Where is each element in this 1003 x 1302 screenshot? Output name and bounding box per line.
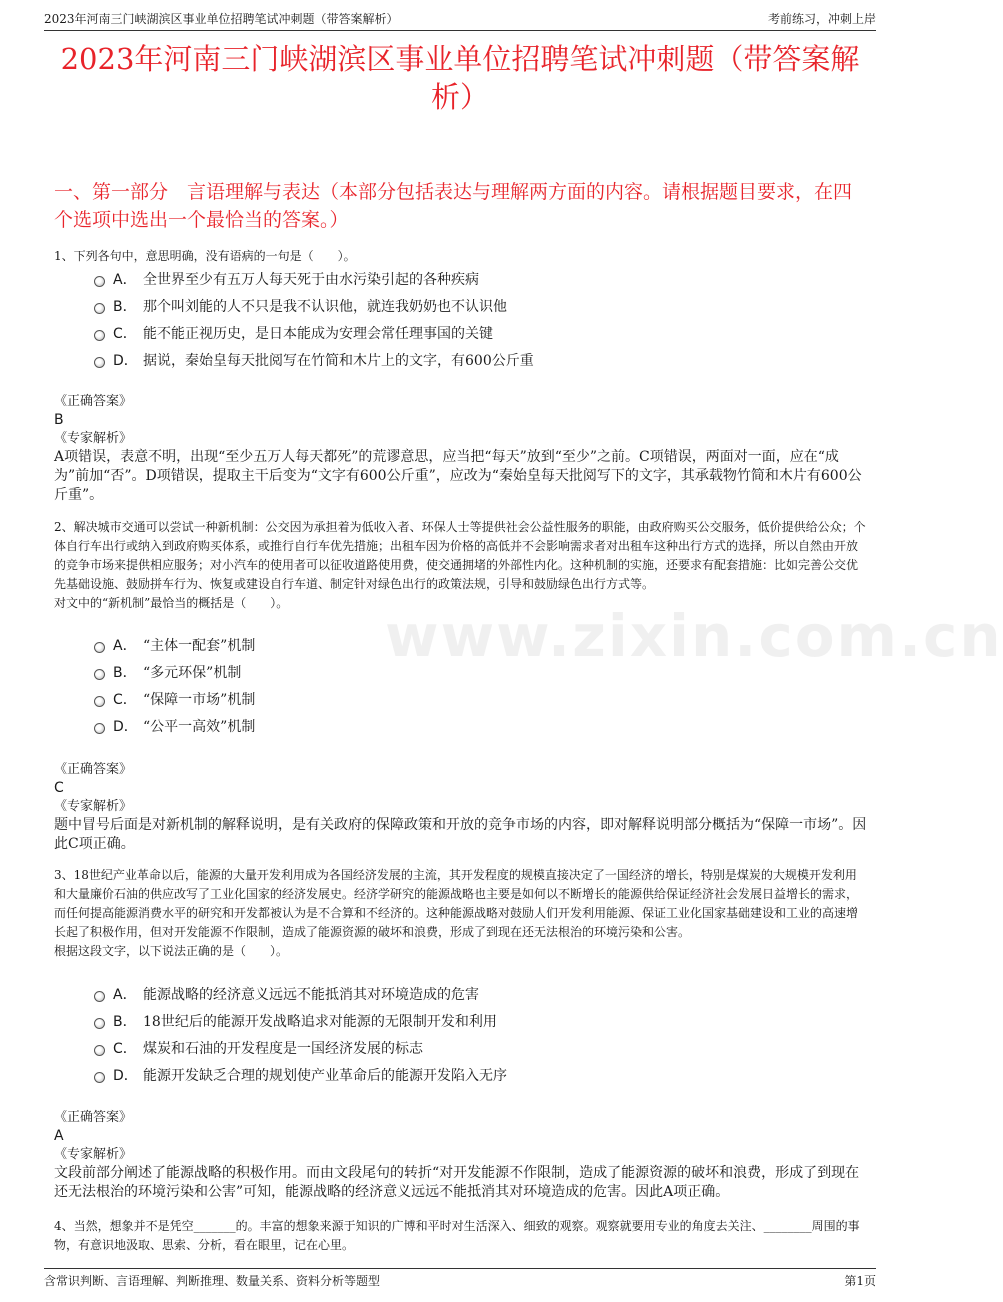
analysis-label: 《专家解析》 bbox=[54, 799, 133, 814]
question-prompt: 对文中的“新机制”最恰当的概括是（ ）。 bbox=[54, 596, 289, 610]
answer-label: 《正确答案》 bbox=[54, 394, 133, 409]
answer-value: A bbox=[54, 1128, 64, 1144]
radio-icon[interactable] bbox=[94, 669, 105, 680]
radio-icon[interactable] bbox=[94, 330, 105, 341]
radio-icon[interactable] bbox=[94, 1018, 105, 1029]
page-number: 第1页 bbox=[844, 1274, 876, 1288]
radio-icon[interactable] bbox=[94, 1045, 105, 1056]
question-2-option-a[interactable]: A． “主体一配套”机制 bbox=[94, 636, 255, 656]
question-3-option-b[interactable]: B． 18世纪后的能源开发战略追求对能源的无限制开发和利用 bbox=[94, 1012, 497, 1032]
option-text: “保障一市场”机制 bbox=[143, 692, 256, 708]
question-3-stem-block bbox=[54, 866, 868, 961]
answer-value: C bbox=[54, 780, 64, 796]
question-stem: 2、解决城市交通可以尝试一种新机制：公交因为承担着为低收入者、环保人士等提供社会公益性服务的职能，由政府购买公交服务，低价提供给公众；个体自行车出行或纳入到政府购买体系，或推行自行车优先措施；出租车因为价格的高低并不会影响需求者对出租车这种出行方式的选择，所以自然由开放的竞争市场来提供相应服务；对小汽车的使用者可以征收道路使用费，使交通拥堵的外部性内化。这种机制的实施，还要求有配套措施：比如完善公交优先基础设施、鼓励拼车行为、恢复或建设自行车道、制定针对绿色出行的政策法规，引导和鼓励绿色出行方式等。 bbox=[54, 520, 866, 591]
question-3-option-c[interactable]: C． 煤炭和石油的开发程度是一国经济发展的标志 bbox=[94, 1039, 423, 1059]
radio-icon[interactable] bbox=[94, 723, 105, 734]
question-stem: 3、18世纪产业革命以后，能源的大量开发利用成为各国经济发展的主流，其开发程度的规模直接决定了一国经济的增长，特别是煤炭的大规模开发利用和大量廉价石油的供应改写了工业化国家的经济发展史。经济学研究的能源战略也主要是如何以不断增长的能源供给保证经济社会发展日益增长的需求，而任何提高能源消费水平的研究和开发都被认为是不合算和不经济的。这种能源战略对鼓励人们开发利用能源、保证工业化国家基础建设和工业的高速增长起了积极作用，但对开发能源不作限制，造成了能源资源的破坏和浪费，形成了到现在还无法根治的环境污染和公害。 bbox=[54, 868, 859, 939]
option-text: 能源战略的经济意义远远不能抵消其对环境造成的危害 bbox=[143, 987, 479, 1003]
question-3-answer-block bbox=[54, 1108, 868, 1202]
question-stem: 1、下列各句中，意思明确，没有语病的一句是（ ）。 bbox=[54, 249, 356, 263]
option-text: “主体一配套”机制 bbox=[143, 638, 256, 654]
radio-icon[interactable] bbox=[94, 276, 105, 287]
question-1-answer-block bbox=[54, 392, 868, 505]
radio-icon[interactable] bbox=[94, 1072, 105, 1083]
radio-icon[interactable] bbox=[94, 642, 105, 653]
question-2-option-d[interactable]: D． “公平一高效”机制 bbox=[94, 717, 255, 737]
section-heading: 一、第一部分 言语理解与表达（本部分包括表达与理解两方面的内容。请根据题目要求，在四个选项中选出一个最恰当的答案。） bbox=[54, 181, 853, 231]
option-text: 据说，秦始皇每天批阅写在竹简和木片上的文字，有600公斤重 bbox=[143, 353, 534, 369]
answer-value: B bbox=[54, 412, 64, 428]
analysis-text: A项错误，表意不明，出现“至少五万人每天都死”的荒谬意思，应当把“每天”放到“至少”之前。C项错误，两面对一面，应在“成为”前加“否”。D项错误，提取主干后变为“文字有600公斤重”，应改为“秦始皇每天批阅写下的文字，其承载物竹简和木片有600公斤重”。 bbox=[54, 449, 862, 503]
question-2-option-c[interactable]: C． “保障一市场”机制 bbox=[94, 690, 255, 710]
footer-question-types: 含常识判断、言语理解、判断推理、数量关系、资料分析等题型 bbox=[44, 1274, 381, 1288]
option-text: 能不能正视历史，是日本能成为安理会常任理事国的关键 bbox=[143, 326, 493, 342]
page-title: 2023年河南三门峡湖滨区事业单位招聘笔试冲刺题（带答案解析） bbox=[60, 42, 860, 114]
question-2-option-b[interactable]: B． “多元环保”机制 bbox=[94, 663, 241, 683]
option-text: 能源开发缺乏合理的规划使产业革命后的能源开发陷入无序 bbox=[143, 1068, 507, 1084]
radio-icon[interactable] bbox=[94, 696, 105, 707]
option-text: 18世纪后的能源开发战略追求对能源的无限制开发和利用 bbox=[143, 1014, 497, 1030]
page-header bbox=[44, 10, 876, 31]
question-3-option-d[interactable]: D． 能源开发缺乏合理的规划使产业革命后的能源开发陷入无序 bbox=[94, 1066, 507, 1086]
option-text: 煤炭和石油的开发程度是一国经济发展的标志 bbox=[143, 1041, 423, 1057]
header-slogan: 考前练习，冲刺上岸 bbox=[767, 12, 876, 26]
analysis-label: 《专家解析》 bbox=[54, 431, 133, 446]
question-1-option-c[interactable]: C． 能不能正视历史，是日本能成为安理会常任理事国的关键 bbox=[94, 324, 493, 344]
question-2-answer-block bbox=[54, 760, 868, 854]
question-stem: 4、当然，想象并不是凭空_______的。丰富的想象来源于知识的广博和平时对生活深入、细致的观察。观察就要用专业的角度去关注、________周围的事物，有意识地汲取、思索、分析，看在眼里，记在心里。 bbox=[54, 1219, 860, 1252]
question-1-option-a[interactable]: A． 全世界至少有五万人每天死于由水污染引起的各种疾病 bbox=[94, 270, 479, 290]
question-prompt: 根据这段文字，以下说法正确的是（ ）。 bbox=[54, 944, 289, 958]
question-4-stem-block bbox=[54, 1217, 868, 1255]
question-3-option-a[interactable]: A． 能源战略的经济意义远远不能抵消其对环境造成的危害 bbox=[94, 985, 479, 1005]
analysis-text: 文段前部分阐述了能源战略的积极作用。而由文段尾句的转折“对开发能源不作限制，造成了能源资源的破坏和浪费，形成了到现在还无法根治的环境污染和公害”可知，能源战略的经济意义远远不能抵消其对环境造成的危害。因此A项正确。 bbox=[54, 1165, 860, 1200]
option-text: “多元环保”机制 bbox=[143, 665, 242, 681]
analysis-label: 《专家解析》 bbox=[54, 1147, 133, 1162]
analysis-text: 题中冒号后面是对新机制的解释说明，是有关政府的保障政策和开放的竞争市场的内容，即对解释说明部分概括为“保障一市场”。因此C项正确。 bbox=[54, 817, 867, 852]
option-text: 那个叫刘能的人不只是我不认识他，就连我奶奶也不认识他 bbox=[143, 299, 507, 315]
option-text: 全世界至少有五万人每天死于由水污染引起的各种疾病 bbox=[143, 272, 479, 288]
question-1-option-d[interactable]: D． 据说，秦始皇每天批阅写在竹简和木片上的文字，有600公斤重 bbox=[94, 351, 534, 371]
answer-label: 《正确答案》 bbox=[54, 762, 133, 777]
radio-icon[interactable] bbox=[94, 991, 105, 1002]
option-text: “公平一高效”机制 bbox=[143, 719, 256, 735]
question-1-option-b[interactable]: B． 那个叫刘能的人不只是我不认识他，就连我奶奶也不认识他 bbox=[94, 297, 507, 317]
radio-icon[interactable] bbox=[94, 357, 105, 368]
radio-icon[interactable] bbox=[94, 303, 105, 314]
page-footer bbox=[44, 1268, 876, 1289]
question-2-stem-block bbox=[54, 518, 868, 613]
answer-label: 《正确答案》 bbox=[54, 1110, 133, 1125]
header-doc-title: 2023年河南三门峡湖滨区事业单位招聘笔试冲刺题（带答案解析） bbox=[44, 12, 399, 26]
watermark: www.zixin.com.cn bbox=[385, 602, 1003, 670]
question-1-stem-block bbox=[54, 247, 868, 266]
